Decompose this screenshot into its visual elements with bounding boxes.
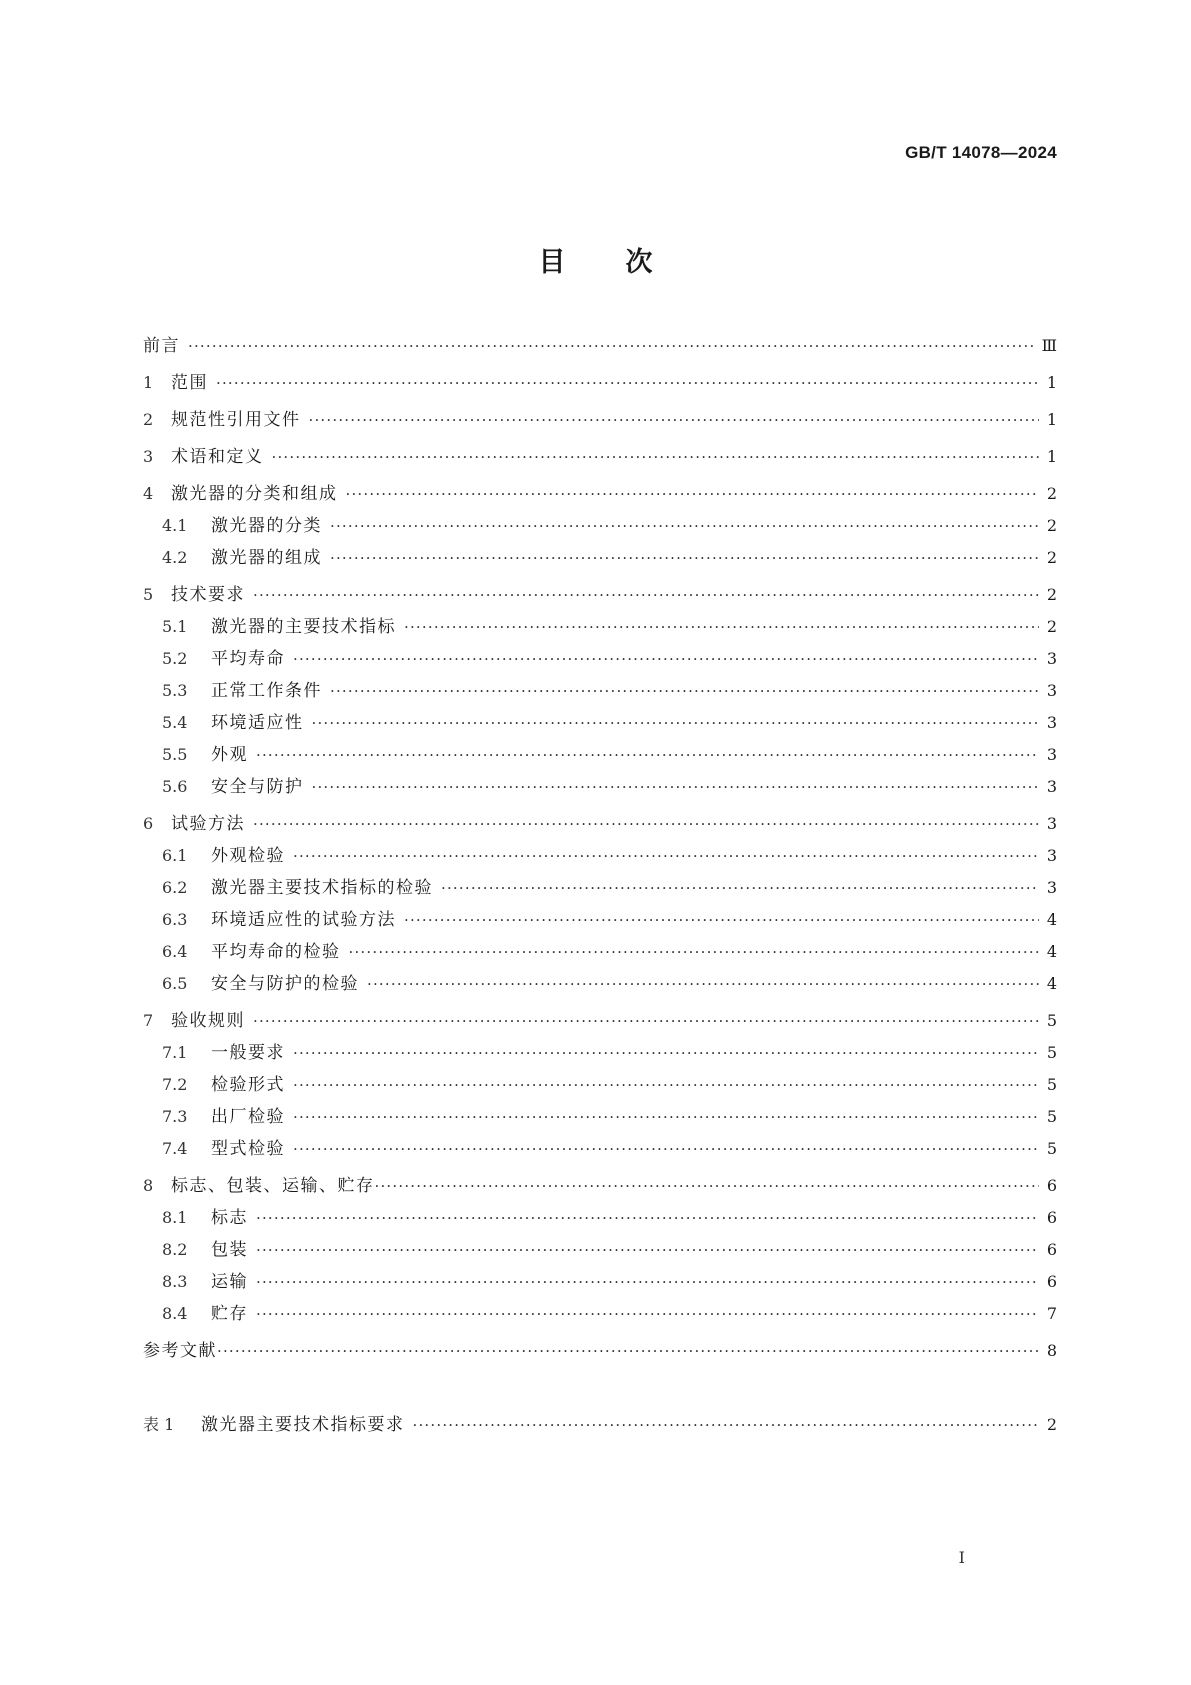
- toc-leader-dots: [293, 1140, 1039, 1159]
- toc-leader-dots: [188, 337, 1034, 356]
- toc-entry-page: Ⅲ: [1041, 336, 1057, 355]
- toc-entry[interactable]: [143, 568, 1057, 605]
- toc-entry-number: 3: [143, 447, 154, 466]
- toc-entry[interactable]: [143, 866, 1057, 898]
- toc-entry-page: 7: [1046, 1304, 1057, 1323]
- toc-leader-dots: [272, 448, 1039, 467]
- toc-entry-title: 平均寿命的检验: [211, 942, 341, 962]
- toc-leader-dots: [256, 1305, 1039, 1324]
- toc-entry[interactable]: [143, 1031, 1057, 1063]
- toc-entry-page: 2: [1046, 1415, 1057, 1434]
- toc-leader-dots: [367, 975, 1039, 994]
- toc-entry[interactable]: [143, 504, 1057, 536]
- toc-entry-number: 表 1: [143, 1415, 175, 1434]
- toc-entry[interactable]: [143, 536, 1057, 568]
- toc-leader-dots: [256, 1273, 1039, 1292]
- toc-entry[interactable]: [143, 994, 1057, 1031]
- toc-entry-title: 参考文献: [143, 1341, 217, 1361]
- toc-leader-dots: [256, 746, 1039, 765]
- toc-entry-page: 5: [1046, 1043, 1057, 1062]
- toc-entry-page: 3: [1046, 745, 1057, 764]
- toc-entry-title: 环境适应性: [211, 713, 304, 733]
- toc-leader-dots: [293, 650, 1039, 669]
- toc-entry-page: 2: [1046, 548, 1057, 567]
- toc-entry-title: 激光器的分类和组成: [171, 484, 338, 504]
- toc-entry-title: 标志: [211, 1208, 248, 1228]
- toc-entry[interactable]: [143, 1095, 1057, 1127]
- toc-entry[interactable]: [143, 962, 1057, 994]
- toc-entry-title: 一般要求: [211, 1043, 285, 1063]
- toc-entry-number: 4.1: [162, 516, 188, 535]
- toc-title: [0, 240, 1191, 279]
- toc-leader-dots: [330, 682, 1039, 701]
- toc-entry[interactable]: [143, 356, 1057, 393]
- toc-entry-page: 6: [1046, 1176, 1057, 1195]
- toc-entry[interactable]: [143, 1159, 1057, 1196]
- toc-entry-page: 4: [1046, 910, 1057, 929]
- toc-leader-dots: [404, 618, 1039, 637]
- toc-entry-title: 技术要求: [171, 585, 245, 605]
- toc-entry-title: 运输: [211, 1272, 248, 1292]
- toc-entry-page: 5: [1046, 1139, 1057, 1158]
- toc-entry[interactable]: [143, 1063, 1057, 1095]
- toc-entry-title: 包装: [211, 1240, 248, 1260]
- toc-entry-number: 4.2: [162, 548, 188, 567]
- toc-entry-page: 3: [1046, 649, 1057, 668]
- toc-entry-number: 5.1: [162, 617, 188, 636]
- toc-leader-dots: [293, 847, 1039, 866]
- toc-title-char-2: 次: [625, 247, 653, 278]
- toc-entry-title: 试验方法: [171, 814, 245, 834]
- toc-entry-number: 4: [143, 484, 154, 503]
- toc-entry-title: 激光器主要技术指标的检验: [211, 878, 433, 898]
- toc-leader-dots: [330, 549, 1039, 568]
- toc-entry-page: 2: [1046, 617, 1057, 636]
- toc-leader-dots: [293, 1108, 1039, 1127]
- toc-entry-page: 5: [1046, 1107, 1057, 1126]
- toc-leader-dots: [441, 879, 1039, 898]
- toc-entry-number: 8.1: [162, 1208, 188, 1227]
- toc-entry[interactable]: [143, 1196, 1057, 1228]
- toc-entry-page: 3: [1046, 846, 1057, 865]
- toc-entry[interactable]: [143, 467, 1057, 504]
- toc-leader-dots: [217, 1342, 1039, 1361]
- toc-entry-page: 5: [1046, 1075, 1057, 1094]
- toc-entry-page: 6: [1046, 1240, 1057, 1259]
- toc-entry-number: 7.4: [162, 1139, 188, 1158]
- toc-entry-number: 5.2: [162, 649, 188, 668]
- toc-entry-number: 6.3: [162, 910, 188, 929]
- toc-leader-dots: [375, 1177, 1039, 1196]
- toc-entry-page: 6: [1046, 1272, 1057, 1291]
- standard-code: GB/T 14078—2024: [905, 143, 1057, 162]
- toc-leader-dots: [216, 374, 1039, 393]
- toc-entry[interactable]: [143, 336, 1057, 356]
- toc-entry-number: 8.2: [162, 1240, 188, 1259]
- toc-entry-title: 术语和定义: [171, 447, 264, 467]
- toc-entry-page: 2: [1046, 585, 1057, 604]
- toc-entry[interactable]: [143, 393, 1057, 430]
- toc-entry-title: 贮存: [211, 1304, 248, 1324]
- toc-entry-page: 4: [1046, 942, 1057, 961]
- toc-entry-number: 5.5: [162, 745, 188, 764]
- toc-leader-dots: [293, 1076, 1039, 1095]
- toc-entry-title: 平均寿命: [211, 649, 285, 669]
- toc-entry-page: 4: [1046, 974, 1057, 993]
- toc-title-char-1: 目: [538, 247, 566, 278]
- toc-entry[interactable]: [143, 898, 1057, 930]
- toc-entry-title: 激光器主要技术指标要求: [201, 1415, 405, 1435]
- toc-entry-page: 1: [1046, 410, 1057, 429]
- toc-entry[interactable]: [143, 605, 1057, 637]
- toc-entry-title: 出厂检验: [211, 1107, 285, 1127]
- toc-entry-number: 1: [143, 373, 154, 392]
- toc-entry[interactable]: [143, 797, 1057, 834]
- toc-leader-dots: [404, 911, 1039, 930]
- toc-entry-page: 3: [1046, 878, 1057, 897]
- toc-entry-number: 7.1: [162, 1043, 188, 1062]
- page-number: I: [958, 1548, 965, 1567]
- toc-leader-dots: [253, 815, 1039, 834]
- toc-entry-page: 8: [1046, 1341, 1057, 1360]
- toc-leader-dots: [330, 517, 1039, 536]
- toc-entry-title: 外观检验: [211, 846, 285, 866]
- toc-entry-page: 3: [1046, 814, 1057, 833]
- toc-entry-title: 型式检验: [211, 1139, 285, 1159]
- toc-leader-dots: [256, 1241, 1039, 1260]
- toc-entry-title: 外观: [211, 745, 248, 765]
- toc-entry-page: 3: [1046, 713, 1057, 732]
- toc-entry-number: 6.4: [162, 942, 188, 961]
- toc-entry-title: 安全与防护的检验: [211, 974, 359, 994]
- toc-entry-number: 8.3: [162, 1272, 188, 1291]
- toc-leader-dots: [349, 943, 1039, 962]
- toc-entry-title: 环境适应性的试验方法: [211, 910, 396, 930]
- toc-leader-dots: [346, 485, 1039, 504]
- toc-entry[interactable]: [143, 1260, 1057, 1292]
- toc-entry[interactable]: [143, 430, 1057, 467]
- toc-entry-number: 6.2: [162, 878, 188, 897]
- toc-entry-title: 验收规则: [171, 1011, 245, 1031]
- toc-entry-title: 激光器的分类: [211, 516, 322, 536]
- toc-entry-number: 6.5: [162, 974, 188, 993]
- toc-entry-number: 6: [143, 814, 154, 833]
- toc-leader-dots: [253, 1012, 1039, 1031]
- toc-leader-dots: [413, 1416, 1039, 1435]
- toc-entry[interactable]: [143, 834, 1057, 866]
- toc-entry-page: 2: [1046, 484, 1057, 503]
- toc-entry-page: 1: [1046, 447, 1057, 466]
- toc-entry[interactable]: [143, 1127, 1057, 1159]
- toc-entry-number: 7.2: [162, 1075, 188, 1094]
- toc-entry-title: 激光器的主要技术指标: [211, 617, 396, 637]
- toc-entry-title: 检验形式: [211, 1075, 285, 1095]
- toc-entry[interactable]: [143, 1292, 1057, 1324]
- toc-entry[interactable]: [143, 1228, 1057, 1260]
- toc-leader-dots: [312, 778, 1039, 797]
- toc-entry[interactable]: [143, 637, 1057, 669]
- toc-leader-dots: [309, 411, 1039, 430]
- toc-entry-number: 5.4: [162, 713, 188, 732]
- toc-entry-title: 前言: [143, 336, 180, 356]
- toc-entry-number: 6.1: [162, 846, 188, 865]
- toc-leader-dots: [312, 714, 1039, 733]
- toc-entry-page: 2: [1046, 516, 1057, 535]
- toc-entry-title: 正常工作条件: [211, 681, 322, 701]
- toc-entry[interactable]: [143, 733, 1057, 765]
- toc-entry-number: 2: [143, 410, 154, 429]
- toc-entry-title: 安全与防护: [211, 777, 304, 797]
- toc-entry-number: 8.4: [162, 1304, 188, 1323]
- toc-entry-title: 规范性引用文件: [171, 410, 301, 430]
- toc-entry-number: 5.3: [162, 681, 188, 700]
- toc-entry[interactable]: [143, 930, 1057, 962]
- toc-entry[interactable]: [143, 701, 1057, 733]
- toc-leader-dots: [253, 586, 1039, 605]
- toc-entry-page: 6: [1046, 1208, 1057, 1227]
- toc-entry-number: 5.6: [162, 777, 188, 796]
- toc-leader-dots: [256, 1209, 1039, 1228]
- toc-table-entry[interactable]: [143, 1361, 1057, 1435]
- toc-entry[interactable]: [143, 669, 1057, 701]
- toc-entry-number: 8: [143, 1176, 154, 1195]
- toc-entry-title: 标志、包装、运输、贮存: [171, 1176, 375, 1196]
- toc-entry-number: 5: [143, 585, 154, 604]
- toc-entry[interactable]: [143, 765, 1057, 797]
- toc-entry-title: 激光器的组成: [211, 548, 322, 568]
- toc-entry-page: 5: [1046, 1011, 1057, 1030]
- toc-entry-page: 3: [1046, 777, 1057, 796]
- toc-leader-dots: [293, 1044, 1039, 1063]
- toc-list: [143, 336, 1057, 1435]
- toc-entry-page: 3: [1046, 681, 1057, 700]
- toc-entry-title: 范围: [171, 373, 208, 393]
- toc-entry-number: 7: [143, 1011, 154, 1030]
- toc-entry-page: 1: [1046, 373, 1057, 392]
- toc-entry-number: 7.3: [162, 1107, 188, 1126]
- toc-entry[interactable]: [143, 1324, 1057, 1361]
